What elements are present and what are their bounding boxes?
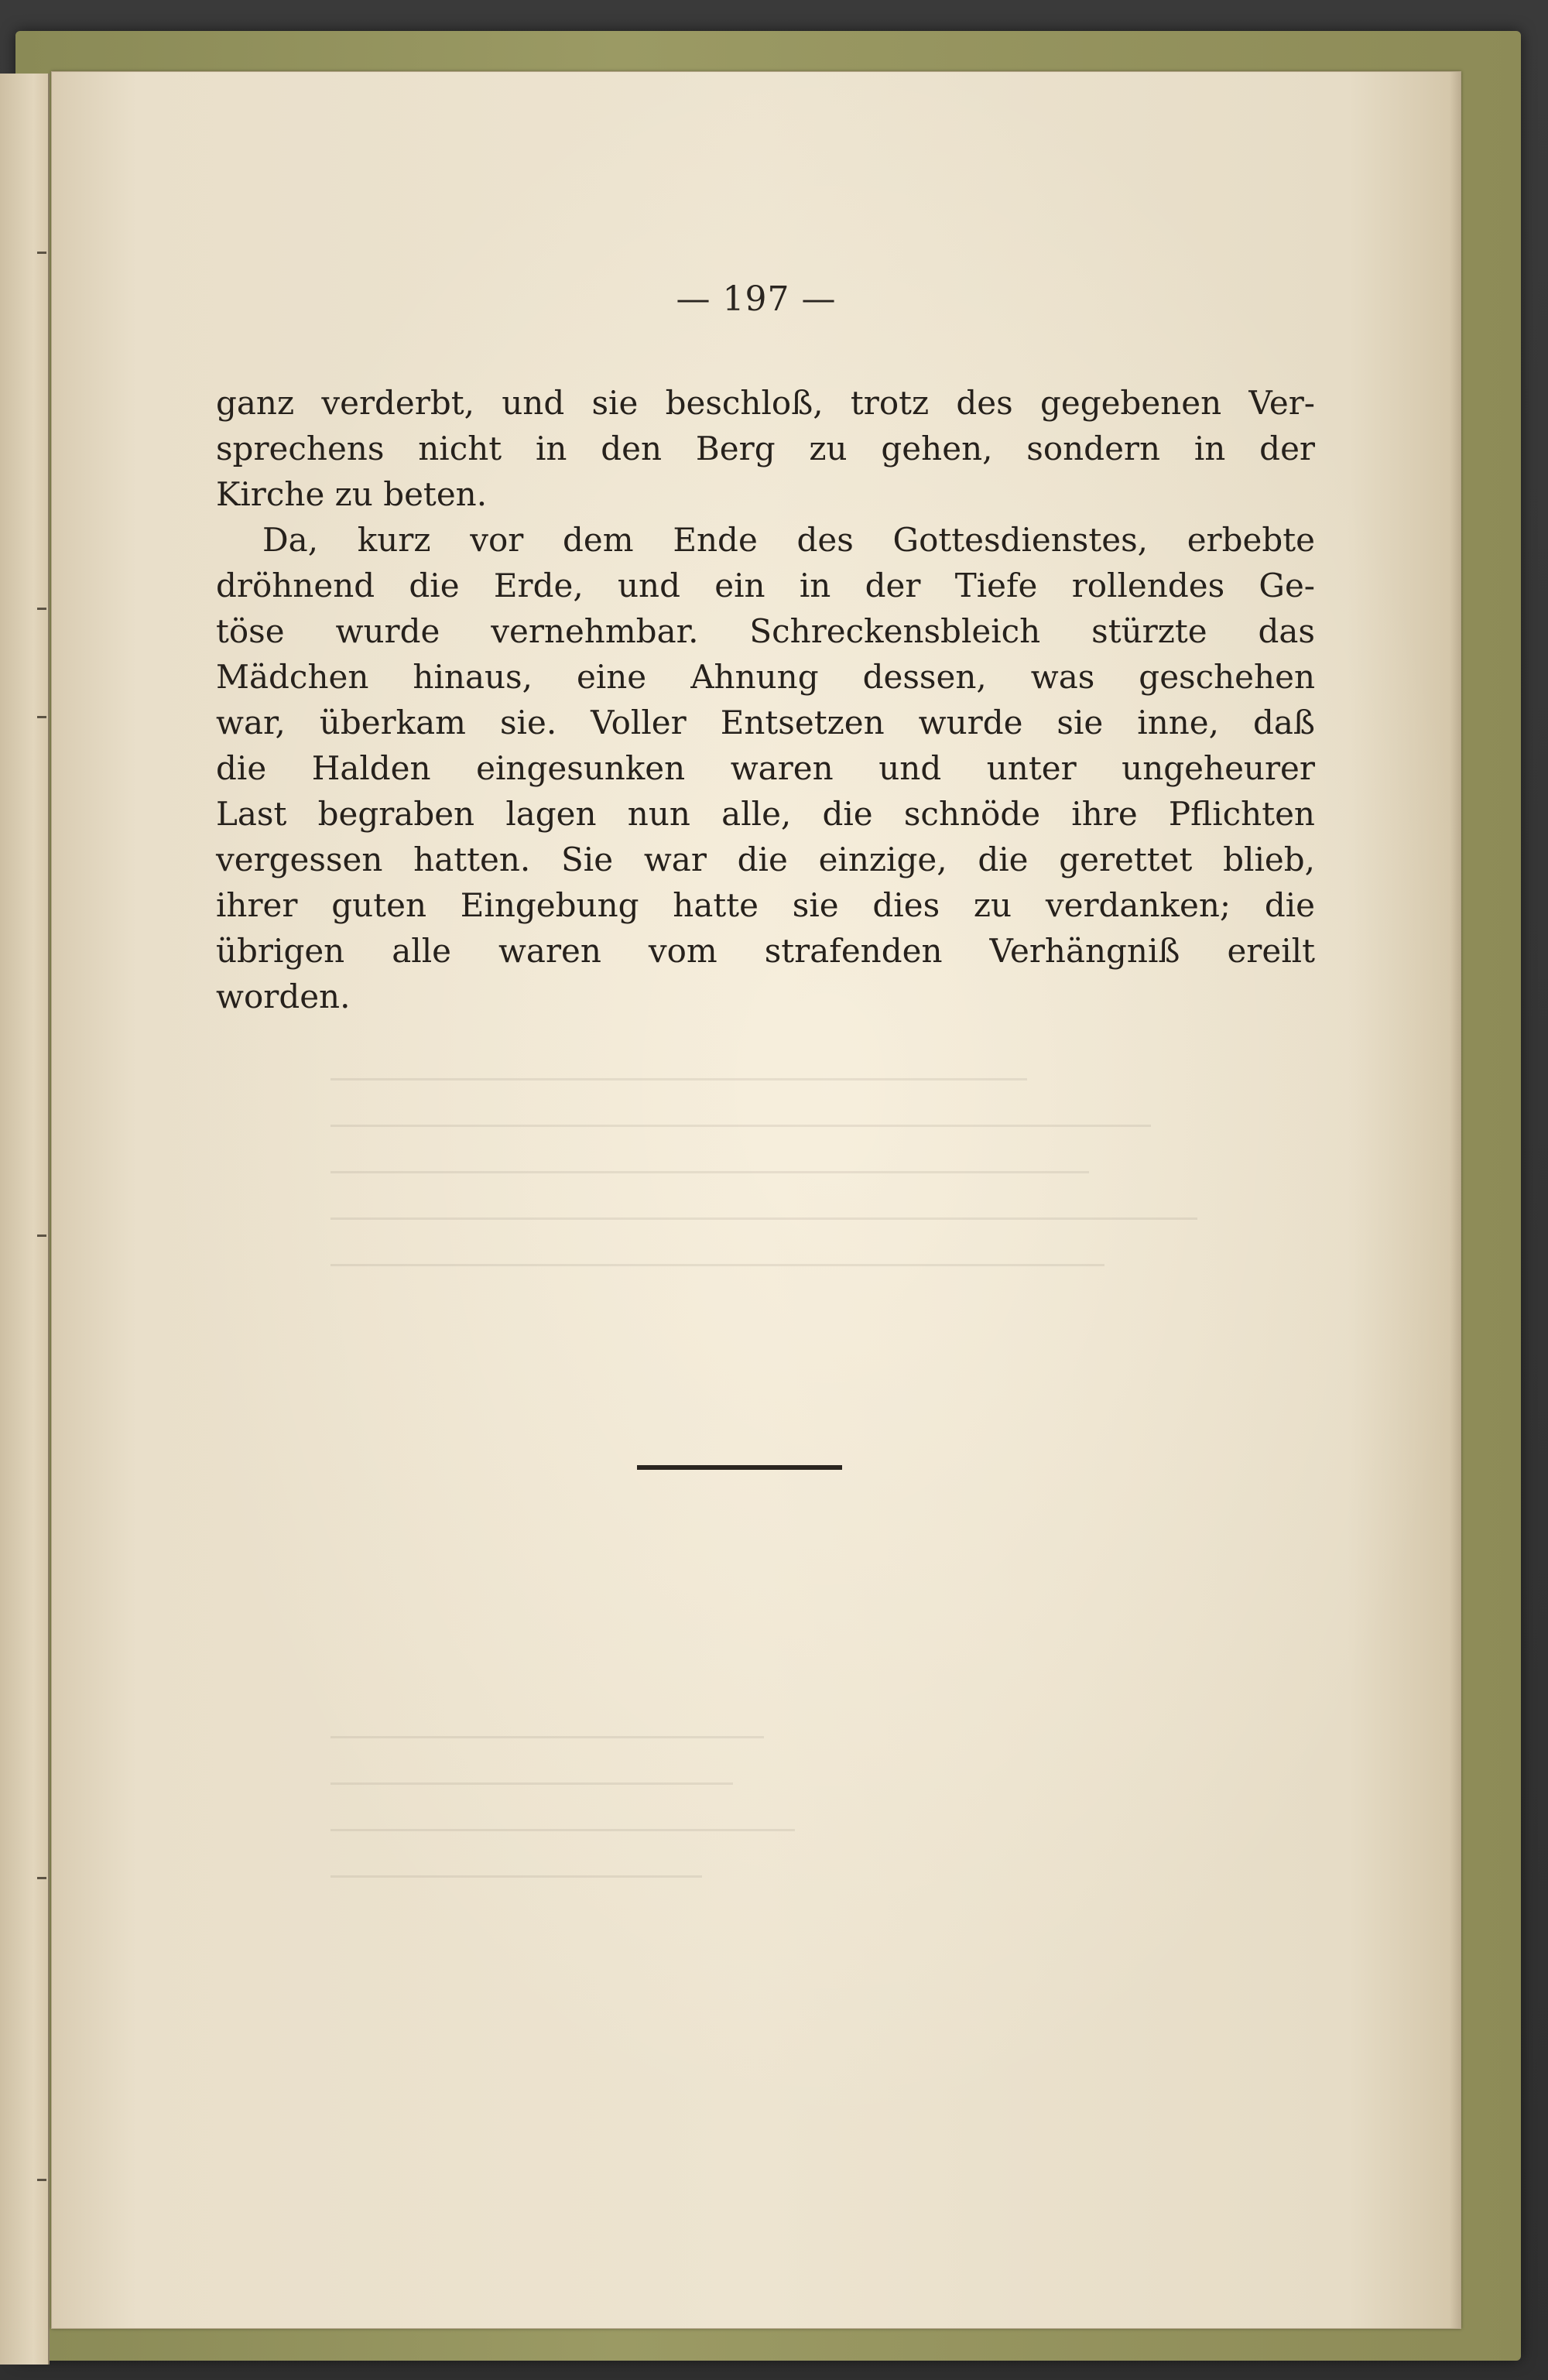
text-line: dröhnend die Erde, und ein in der Tiefe rollendes Ge-	[216, 567, 1315, 604]
text-line: war, überkam sie. Voller Entsetzen wurde sie inne, daß	[216, 704, 1315, 741]
text-line: ihrer guten Eingebung hatte sie dies zu verdanken; die	[216, 886, 1315, 924]
binding-mark	[37, 2179, 46, 2181]
text-line: die Halden eingesunken waren und unter ungeheurer	[216, 749, 1315, 787]
text-line: ganz verderbt, und sie beschloß, trotz des gegebenen Ver-	[216, 384, 1315, 422]
show-through	[330, 1736, 764, 1738]
text-line: Da, kurz vor dem Ende des Gottesdienstes, erbebte	[262, 521, 1315, 559]
show-through	[330, 1782, 733, 1785]
text-line: Last begraben lagen nun alle, die schnöde ihre Pflichten	[216, 795, 1315, 833]
binding-mark	[37, 252, 46, 254]
text-line: Kirche zu beten.	[216, 475, 488, 513]
text-line: sprechens nicht in den Berg zu gehen, sondern in der	[216, 430, 1315, 467]
book-page	[51, 71, 1461, 2329]
show-through	[330, 1829, 795, 1831]
show-through	[330, 1875, 702, 1878]
binding-mark	[37, 1877, 46, 1879]
binding-mark	[37, 1235, 46, 1237]
text-line: vergessen hatten. Sie war die einzige, die gerettet blieb,	[216, 841, 1315, 878]
text-line: worden.	[216, 978, 351, 1015]
text-line: Mädchen hinaus, eine Ahnung dessen, was geschehen	[216, 658, 1315, 696]
show-through	[330, 1125, 1151, 1127]
show-through	[330, 1078, 1027, 1080]
body-text	[216, 380, 1315, 1019]
previous-page-edge	[0, 74, 50, 2365]
show-through	[330, 1171, 1089, 1173]
show-through	[330, 1264, 1104, 1266]
show-through	[330, 1217, 1197, 1220]
text-line: töse wurde vernehmbar. Schreckensbleich stürzte das	[216, 612, 1315, 650]
page-number: — 197 —	[676, 279, 837, 319]
page-edge-shadow	[1450, 72, 1461, 2328]
chapter-end-rule	[637, 1465, 842, 1470]
binding-mark	[37, 716, 46, 718]
binding-mark	[37, 608, 46, 610]
text-line: übrigen alle waren vom strafenden Verhängniß ereilt	[216, 932, 1315, 970]
